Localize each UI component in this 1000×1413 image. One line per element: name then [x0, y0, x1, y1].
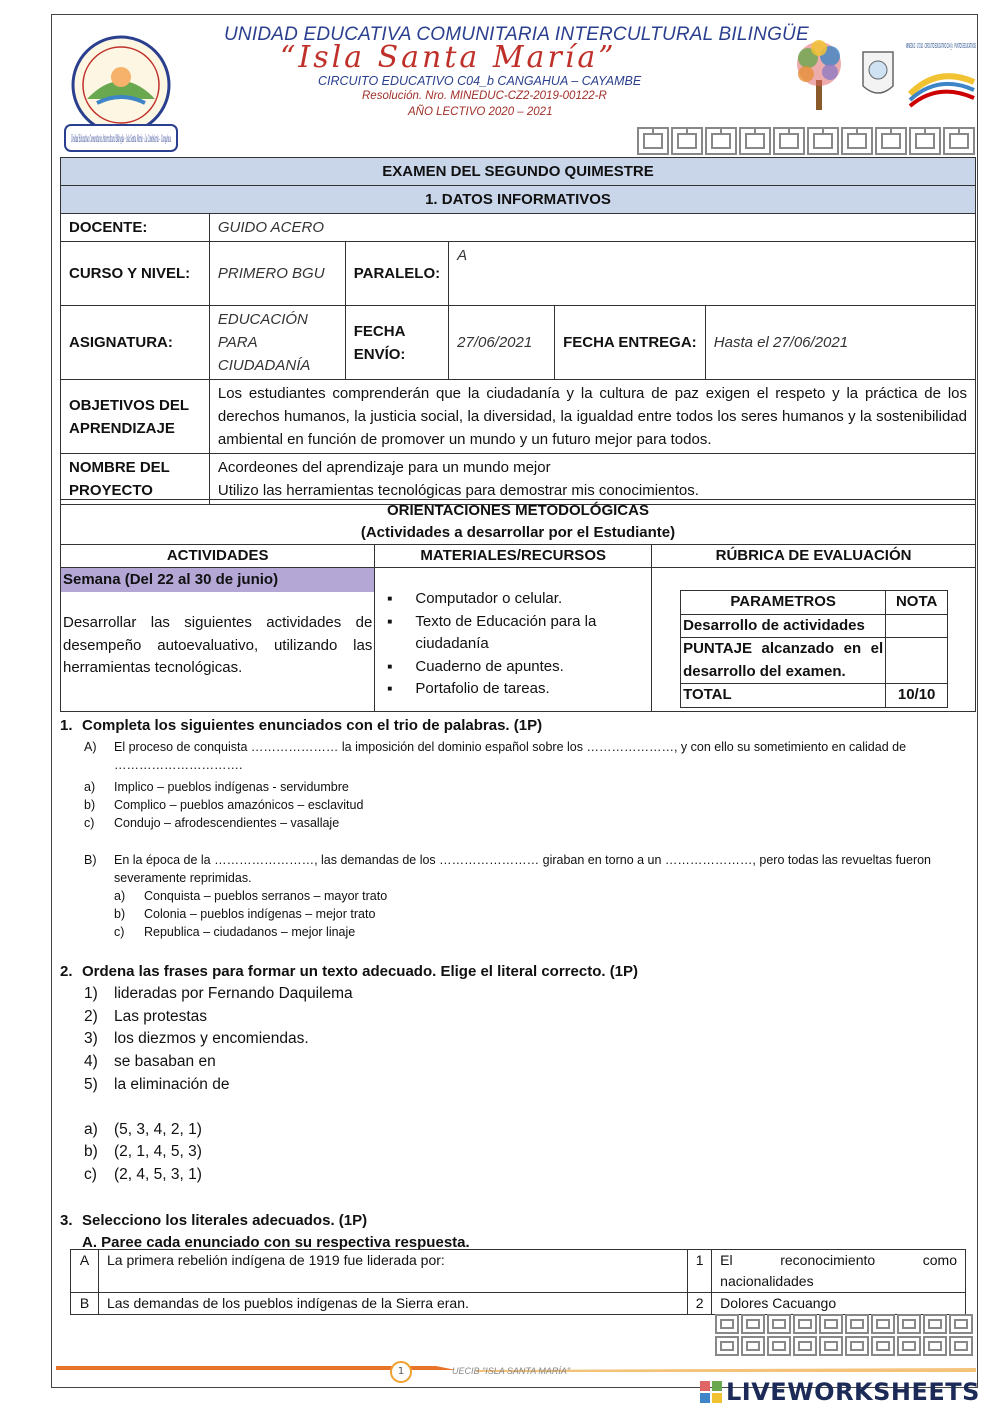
q2-item: [60, 983, 976, 1006]
fecha-envio-value: 27/06/2021: [449, 306, 555, 380]
option-text: (2, 1, 4, 5, 3): [114, 1143, 202, 1161]
q2-item: [60, 1006, 976, 1029]
datos-informativos-table: [60, 157, 976, 505]
option-key: a): [84, 780, 96, 794]
docente-label: DOCENTE:: [61, 214, 210, 242]
row-letter: A: [71, 1250, 99, 1293]
school-seal-logo: [57, 33, 185, 155]
fecha-entrega-label: FECHA ENTREGA:: [555, 306, 706, 380]
circuit-text: CIRCUITO EDUCATIVO C04_b CANGAHUA – CAYAMBE: [318, 74, 642, 88]
option-text: Republica – ciudadanos – mejor linaje: [144, 925, 356, 939]
rubrica-cell: [652, 568, 976, 712]
item-key: 2): [84, 1007, 98, 1025]
seal-text: Unidad Educativa Comunitaria Intercultural Bilingüe · Isla Santa María · La Candelaria – Cangahua: [71, 134, 172, 145]
material-item: ■ Computador o celular.: [387, 588, 651, 611]
item-key: 1): [84, 985, 98, 1002]
rubric-nota-cell: [886, 638, 948, 684]
footer-school-text: UECIB "ISLA SANTA MARÍA": [452, 1366, 571, 1376]
question-number: 1.: [60, 717, 73, 734]
material-item: ■ Texto de Educación para la ciudadanía: [387, 611, 651, 656]
rubric-header-nota: NOTA: [886, 591, 948, 615]
orientaciones-header: [61, 500, 976, 545]
item-key: A): [84, 740, 97, 754]
ministry-logos: [788, 36, 978, 120]
q2-option[interactable]: [60, 1119, 976, 1142]
rubric-table: [680, 590, 948, 708]
proyecto-label: NOMBRE DEL PROYECTO: [61, 454, 210, 505]
rubric-total-label: TOTAL: [681, 684, 886, 708]
col-materiales: MATERIALES/RECURSOS: [375, 545, 652, 568]
materials-list: [375, 568, 651, 701]
row-answer: [712, 1250, 966, 1293]
question-text: Selecciono los literales adecuados. (1P): [82, 1211, 368, 1229]
option-text: Condujo – afrodescendientes – vasallaje: [114, 816, 340, 830]
q2-item: [60, 1051, 976, 1074]
row-letter: B: [71, 1293, 99, 1315]
q1-a-option[interactable]: [60, 778, 976, 796]
actividades-cell: [61, 568, 375, 712]
asignatura-label: ASIGNATURA:: [61, 306, 210, 380]
q1-b-option[interactable]: [60, 905, 976, 923]
circuit-logo-icon: [906, 50, 976, 108]
question-text: Ordena las frases para formar un texto adecuado. Elige el literal correcto. (1P): [82, 963, 639, 980]
option-key: b): [114, 907, 126, 921]
question-text: Completa los siguientes enunciados con el trio de palabras. (1P): [82, 717, 543, 734]
item-text: los diezmos y encomiendas.: [114, 1030, 309, 1048]
q2-option[interactable]: [60, 1164, 976, 1187]
fecha-entrega-value: Hasta el 27/06/2021: [705, 306, 975, 380]
option-text: Conquista – pueblos serranos – mayor trato: [144, 889, 388, 903]
q1-b-option[interactable]: [60, 887, 976, 905]
item-key: B): [84, 853, 97, 867]
ecuador-shield-icon: [863, 52, 893, 93]
section-title: 1. DATOS INFORMATIVOS: [61, 186, 976, 214]
objetivos-label: OBJETIVOS DEL APRENDIZAJE: [61, 380, 210, 454]
tree-logo-icon: [797, 40, 841, 110]
matching-row: [71, 1293, 966, 1315]
matching-table: [70, 1249, 966, 1315]
liveworksheets-logo-icon: [700, 1381, 722, 1403]
proyecto-value: [209, 454, 975, 505]
exam-title: EXAMEN DEL SEGUNDO QUIMESTRE: [61, 158, 976, 186]
proyecto-line-1: Acordeones del aprendizaje para un mundo mejor: [217, 459, 551, 476]
orientaciones-title: ORIENTACIONES METODOLÓGICAS: [387, 502, 649, 519]
paralelo-value: A: [449, 242, 976, 306]
q1-a-option[interactable]: [60, 796, 976, 814]
item-key: 4): [84, 1053, 98, 1071]
item-key: 5): [84, 1075, 98, 1093]
col-rubrica: RÚBRICA DE EVALUACIÓN: [652, 545, 976, 568]
row-number: 2: [688, 1293, 712, 1315]
row-statement: Las demandas de los pueblos indígenas de la Sierra eran.: [98, 1293, 687, 1315]
option-text: (2, 4, 5, 3, 1): [114, 1165, 202, 1183]
curso-label: CURSO Y NIVEL:: [61, 242, 210, 306]
question-number: 3.: [60, 1211, 73, 1229]
rubric-header-param: PARAMETROS: [681, 591, 886, 615]
item-text: se basaban en: [114, 1053, 216, 1071]
material-item: ■ Cuaderno de apuntes.: [387, 656, 651, 679]
paralelo-label: PARALELO:: [345, 242, 448, 306]
ministry-logo-text: MINEDUC - 17D10 · CIRCUITO EDUCATIVO C04_b · PUNTOS EDUCATIVOS: [906, 43, 977, 50]
q2-item: [60, 1074, 976, 1097]
q1-a-option[interactable]: [60, 814, 976, 832]
material-item: ■ Portafolio de tareas.: [387, 678, 651, 701]
option-key: c): [84, 1165, 97, 1183]
col-actividades: ACTIVIDADES: [61, 545, 375, 568]
docente-value: GUIDO ACERO: [209, 214, 975, 242]
resolution-text: Resolución. Nro. MINEDUC-CZ2-2019-00122-R: [362, 90, 607, 102]
orientaciones-subtitle: (Actividades a desarrollar por el Estudiante): [360, 524, 676, 541]
asignatura-value: EDUCACIÓN PARA CIUDADANÍA: [209, 306, 345, 380]
option-key: b): [84, 798, 96, 812]
option-key: a): [114, 889, 126, 903]
question-2-title: [60, 961, 976, 983]
andean-pattern-bottom: [714, 1313, 974, 1357]
rubric-total-value: 10/10: [886, 684, 948, 708]
rubric-row-puntaje: PUNTAJE alcanzado en el desarrollo del examen.: [681, 638, 886, 684]
option-key: c): [114, 925, 125, 939]
school-title: UNIDAD EDUCATIVA COMUNITARIA INTERCULTURAL BILINGÜE: [224, 24, 809, 45]
question-1-title: [60, 715, 976, 737]
row-statement: La primera rebelión indígena de 1919 fue liderada por:: [98, 1250, 687, 1293]
option-text: Implico – pueblos indígenas - servidumbre: [114, 780, 349, 794]
question-3-subtitle: A. Paree cada enunciado con su respectiva respuesta.: [82, 1233, 470, 1251]
option-text: Complico – pueblos amazónicos – esclavitud: [114, 798, 364, 812]
item-text: Las protestas: [114, 1007, 208, 1025]
question-number: 2.: [60, 963, 73, 980]
proyecto-line-2: Utilizo las herramientas tecnológicas para demostrar mis conocimientos.: [217, 482, 699, 499]
q1-b-option[interactable]: [60, 923, 976, 941]
option-key: c): [84, 816, 95, 830]
item-text: lideradas por Fernando Daquilema: [114, 985, 353, 1002]
liveworksheets-brand[interactable]: LIVEWORKSHEETS: [726, 1378, 980, 1406]
q2-item: [60, 1028, 976, 1051]
questions-section: [60, 715, 976, 1254]
curso-value: PRIMERO BGU: [209, 242, 345, 306]
item-key: 3): [84, 1030, 98, 1048]
item-text: la eliminación de: [114, 1075, 230, 1093]
item-text: En la época de la ……………………, las demandas de los …………………… giraban en torno a un …………………, pero todas las revueltas fueron severamente reprimidas.: [114, 853, 932, 885]
school-name: “Isla Santa María”: [280, 40, 617, 75]
rubric-row-actividades: Desarrollo de actividades: [681, 614, 886, 638]
orientaciones-table: [60, 499, 976, 712]
question-3-title: [60, 1210, 976, 1232]
answer-text: El reconocimiento como nacionalidades: [720, 1252, 957, 1289]
andean-pattern-top: [636, 126, 976, 156]
option-key: a): [84, 1120, 98, 1138]
row-answer: Dolores Cacuango: [712, 1293, 966, 1315]
page-number: 1: [390, 1361, 412, 1383]
fecha-envio-label: FECHA ENVÍO:: [345, 306, 448, 380]
item-text: El proceso de conquista ………………… la imposición del dominio español sobre los …………………, y con ello su sometimiento en calidad de ………………………….: [114, 740, 907, 772]
week-range: Semana (Del 22 al 30 de junio): [61, 568, 374, 592]
materiales-cell: [375, 568, 652, 712]
objetivos-value: Los estudiantes comprenderán que la ciudadanía y la cultura de paz exigen el respeto y la práctica de los derechos humanos, la justicia social, la diversidad, la igualdad entre todos los seres humanos y la sostenibilidad ambiental en función de promover un mundo y un futuro mejor para todos.: [209, 380, 975, 454]
q1-a-statement: [60, 738, 976, 774]
matching-row: [71, 1250, 966, 1293]
option-text: Colonia – pueblos indígenas – mejor trato: [144, 907, 376, 921]
q2-option[interactable]: [60, 1141, 976, 1164]
q1-b-statement: [60, 851, 976, 887]
row-number: 1: [688, 1250, 712, 1293]
rubric-nota-cell: [886, 614, 948, 638]
option-key: b): [84, 1143, 98, 1161]
activity-description: Desarrollar las siguientes actividades de desempeño autoevaluativo, utilizando las herramientas tecnológicas.: [63, 614, 373, 676]
school-year: AÑO LECTIVO 2020 – 2021: [408, 106, 553, 118]
option-text: (5, 3, 4, 2, 1): [114, 1120, 202, 1138]
